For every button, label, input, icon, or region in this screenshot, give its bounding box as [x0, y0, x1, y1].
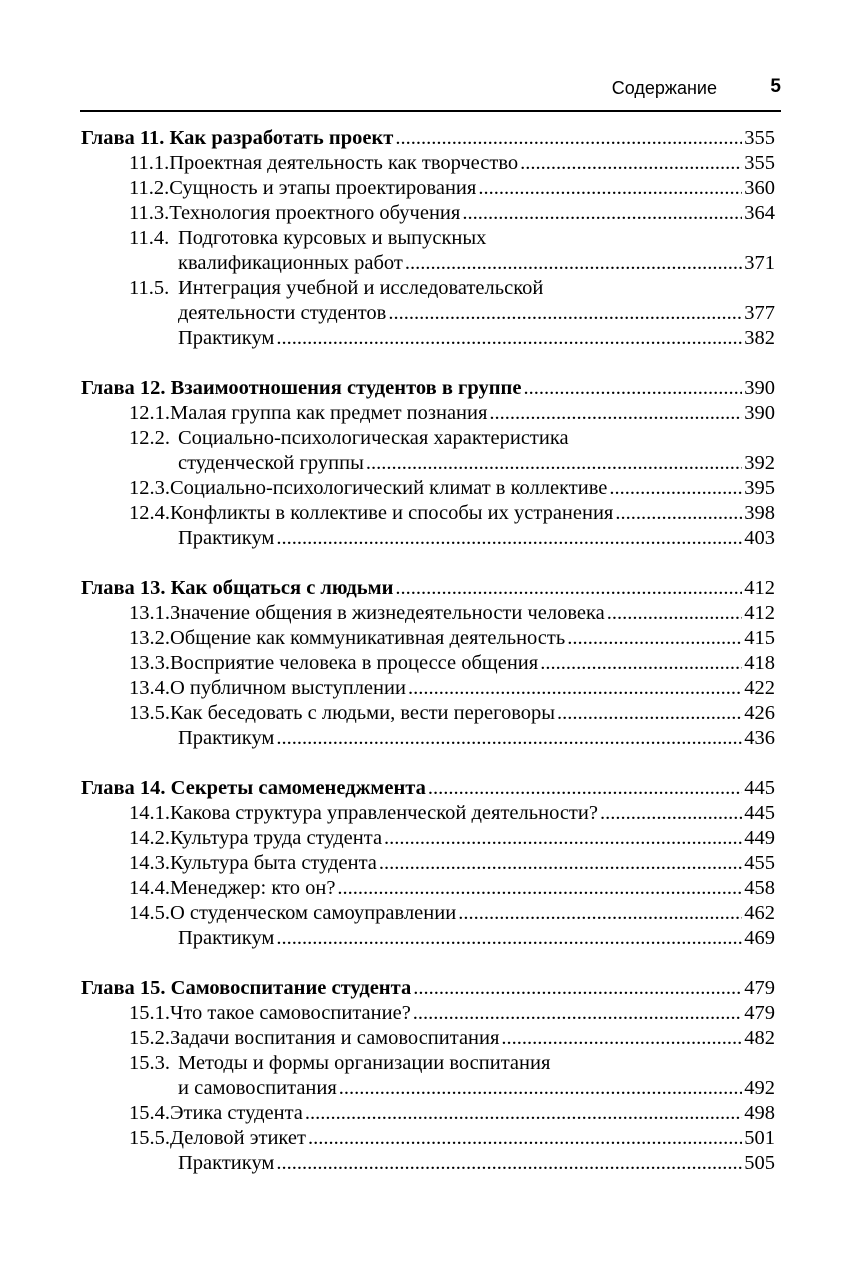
section-entry[interactable] — [81, 1101, 775, 1126]
section-number: 14.5. — [129, 902, 170, 924]
section-number: 14.4. — [129, 877, 170, 899]
dot-leader — [520, 151, 742, 176]
practicum-page: 505 — [744, 1152, 775, 1174]
section-number: 15.2. — [129, 1027, 170, 1049]
chapter-title: Глава 13. Как общаться с людьми — [81, 577, 394, 599]
section-title: Культура труда студента — [170, 827, 383, 849]
section-entry[interactable] — [81, 176, 775, 201]
section-entry[interactable] — [81, 401, 775, 426]
section-entry[interactable] — [81, 651, 775, 676]
section-title: Методы и формы организации воспитания — [178, 1052, 551, 1074]
section-title: Малая группа как предмет познания — [170, 402, 488, 424]
section-number: 13.1. — [129, 602, 170, 624]
dot-leader — [540, 651, 742, 676]
dot-leader — [339, 1076, 742, 1101]
section-title: О публичном выступлении — [170, 677, 406, 699]
dot-leader — [276, 326, 742, 351]
section-page: 360 — [744, 177, 775, 199]
dot-leader — [501, 1026, 742, 1051]
section-title-continued: деятельности студентов — [178, 302, 387, 324]
dot-leader — [607, 601, 742, 626]
section-page: 371 — [744, 252, 775, 274]
section-page: 492 — [744, 1077, 775, 1099]
section-entry[interactable] — [81, 1026, 775, 1051]
practicum-entry[interactable] — [81, 326, 775, 351]
dot-leader — [567, 626, 742, 651]
toc-chapter — [81, 976, 775, 1176]
section-page: 455 — [744, 852, 775, 874]
section-page: 501 — [744, 1127, 775, 1149]
section-entry[interactable] — [81, 201, 775, 226]
dot-leader — [408, 676, 742, 701]
section-entry[interactable] — [81, 476, 775, 501]
dot-leader — [366, 451, 742, 476]
chapter-entry[interactable] — [81, 126, 775, 151]
practicum-page: 436 — [744, 727, 775, 749]
section-number: 13.3. — [129, 652, 170, 674]
dot-leader — [388, 301, 742, 326]
section-title: Интеграция учебной и исследовательской — [178, 277, 544, 299]
practicum-entry[interactable] — [81, 726, 775, 751]
chapter-page: 355 — [744, 127, 775, 149]
section-number: 13.4. — [129, 677, 170, 699]
toc-chapter — [81, 376, 775, 551]
chapter-entry[interactable] — [81, 376, 775, 401]
dot-leader — [276, 1151, 742, 1176]
section-entry[interactable] — [81, 851, 775, 876]
section-number: 15.4. — [129, 1102, 170, 1124]
section-number: 14.3. — [129, 852, 170, 874]
dot-leader — [489, 401, 742, 426]
section-title: Социально-психологический климат в коллективе — [170, 477, 608, 499]
section-entry[interactable] — [81, 151, 775, 176]
practicum-page: 382 — [744, 327, 775, 349]
section-number: 12.3. — [129, 477, 170, 499]
section-number: 12.4. — [129, 502, 170, 524]
dot-leader — [337, 876, 742, 901]
section-entry[interactable] — [81, 276, 775, 301]
section-number: 14.1. — [129, 802, 170, 824]
chapter-entry[interactable] — [81, 976, 775, 1001]
section-entry[interactable] — [81, 1051, 775, 1076]
chapter-entry[interactable] — [81, 776, 775, 801]
section-number: 12.2. — [129, 427, 170, 449]
chapter-entry[interactable] — [81, 576, 775, 601]
section-page: 426 — [744, 702, 775, 724]
chapter-page: 390 — [744, 377, 775, 399]
header-title: Содержание — [611, 78, 717, 98]
practicum-title: Практикум — [178, 927, 275, 949]
section-number: 11.1. — [129, 152, 170, 174]
section-title: Культура быта студента — [170, 852, 377, 874]
section-number: 11.2. — [129, 177, 170, 199]
section-entry[interactable] — [81, 876, 775, 901]
section-entry[interactable] — [81, 226, 775, 251]
section-title: Проектная деятельность как творчество — [169, 152, 519, 174]
section-number: 15.1. — [129, 1002, 170, 1024]
section-title: Социально-психологическая характеристика — [178, 427, 569, 449]
section-number: 12.1. — [129, 402, 170, 424]
section-title: Задачи воспитания и самовоспитания — [170, 1027, 500, 1049]
section-number: 11.4. — [129, 227, 170, 249]
section-title: Общение как коммуникативная деятельность — [170, 627, 566, 649]
dot-leader — [276, 526, 742, 551]
section-page: 398 — [744, 502, 775, 524]
page-number: 5 — [770, 76, 781, 97]
section-page: 390 — [744, 402, 775, 424]
practicum-title: Практикум — [178, 527, 275, 549]
practicum-page: 469 — [744, 927, 775, 949]
chapter-title: Глава 11. Как разработать проект — [81, 127, 394, 149]
section-title: Значение общения в жизнедеятельности человека — [170, 602, 605, 624]
section-continuation[interactable] — [81, 251, 775, 276]
section-title: Сущность и этапы проектирования — [169, 177, 477, 199]
section-number: 13.2. — [129, 627, 170, 649]
chapter-page: 412 — [744, 577, 775, 599]
dot-leader — [609, 476, 742, 501]
practicum-entry[interactable] — [81, 1151, 775, 1176]
section-entry[interactable] — [81, 626, 775, 651]
section-number: 15.5. — [129, 1127, 170, 1149]
section-page: 418 — [744, 652, 775, 674]
running-header — [80, 76, 781, 104]
dot-leader — [308, 1126, 742, 1151]
section-entry[interactable] — [81, 826, 775, 851]
chapter-title: Глава 15. Самовоспитание студента — [81, 977, 412, 999]
section-continuation[interactable] — [81, 301, 775, 326]
practicum-title: Практикум — [178, 727, 275, 749]
dot-leader — [458, 901, 742, 926]
section-continuation[interactable] — [81, 1076, 775, 1101]
practicum-page: 403 — [744, 527, 775, 549]
section-page: 449 — [744, 827, 775, 849]
dot-leader — [600, 801, 742, 826]
section-title-continued: и самовоспитания — [178, 1077, 337, 1099]
dot-leader — [557, 701, 742, 726]
section-page: 355 — [744, 152, 775, 174]
dot-leader — [428, 776, 742, 801]
chapter-page: 445 — [744, 777, 775, 799]
section-title: Подготовка курсовых и выпускных — [178, 227, 487, 249]
section-page: 392 — [744, 452, 775, 474]
section-entry[interactable] — [81, 426, 775, 451]
section-entry[interactable] — [81, 701, 775, 726]
header-rule — [80, 110, 781, 112]
dot-leader — [384, 826, 742, 851]
section-number: 15.3. — [129, 1052, 170, 1074]
practicum-title: Практикум — [178, 1152, 275, 1174]
section-page: 482 — [744, 1027, 775, 1049]
section-number: 13.5. — [129, 702, 170, 724]
dot-leader — [276, 926, 742, 951]
section-page: 498 — [744, 1102, 775, 1124]
section-title: Что такое самовоспитание? — [170, 1002, 411, 1024]
section-page: 458 — [744, 877, 775, 899]
dot-leader — [405, 251, 742, 276]
section-title: Деловой этикет — [170, 1127, 306, 1149]
section-title-continued: квалификационных работ — [178, 252, 403, 274]
practicum-entry[interactable] — [81, 926, 775, 951]
section-page: 479 — [744, 1002, 775, 1024]
section-title: Конфликты в коллективе и способы их устранения — [170, 502, 614, 524]
section-entry[interactable] — [81, 501, 775, 526]
section-entry[interactable] — [81, 1001, 775, 1026]
dot-leader — [395, 576, 742, 601]
section-page: 377 — [744, 302, 775, 324]
chapter-page: 479 — [744, 977, 775, 999]
practicum-entry[interactable] — [81, 526, 775, 551]
section-title: Восприятие человека в процессе общения — [170, 652, 539, 674]
dot-leader — [523, 376, 742, 401]
section-title: Как беседовать с людьми, вести переговоры — [170, 702, 556, 724]
section-entry[interactable] — [81, 1126, 775, 1151]
section-page: 412 — [744, 602, 775, 624]
dot-leader — [413, 976, 742, 1001]
section-title: О студенческом самоуправлении — [170, 902, 457, 924]
section-entry[interactable] — [81, 801, 775, 826]
section-page: 422 — [744, 677, 775, 699]
section-entry[interactable] — [81, 601, 775, 626]
section-page: 415 — [744, 627, 775, 649]
section-title: Технология проектного обучения — [169, 202, 461, 224]
chapter-title: Глава 12. Взаимоотношения студентов в группе — [81, 377, 522, 399]
section-page: 364 — [744, 202, 775, 224]
toc-chapter — [81, 776, 775, 951]
dot-leader — [462, 201, 742, 226]
section-number: 11.5. — [129, 277, 170, 299]
section-title-continued: студенческой группы — [178, 452, 364, 474]
section-entry[interactable] — [81, 901, 775, 926]
section-page: 445 — [744, 802, 775, 824]
chapter-title: Глава 14. Секреты самоменеджмента — [81, 777, 426, 799]
section-continuation[interactable] — [81, 451, 775, 476]
dot-leader — [305, 1101, 742, 1126]
table-of-contents — [81, 126, 775, 1201]
dot-leader — [379, 851, 742, 876]
dot-leader — [395, 126, 742, 151]
dot-leader — [615, 501, 742, 526]
section-page: 462 — [744, 902, 775, 924]
section-title: Менеджер: кто он? — [170, 877, 336, 899]
toc-chapter — [81, 126, 775, 351]
dot-leader — [478, 176, 742, 201]
dot-leader — [276, 726, 742, 751]
section-entry[interactable] — [81, 676, 775, 701]
dot-leader — [413, 1001, 742, 1026]
practicum-title: Практикум — [178, 327, 275, 349]
section-title: Какова структура управленческой деятельности? — [170, 802, 598, 824]
section-page: 395 — [744, 477, 775, 499]
section-number: 11.3. — [129, 202, 170, 224]
section-number: 14.2. — [129, 827, 170, 849]
section-title: Этика студента — [170, 1102, 303, 1124]
toc-chapter — [81, 576, 775, 751]
